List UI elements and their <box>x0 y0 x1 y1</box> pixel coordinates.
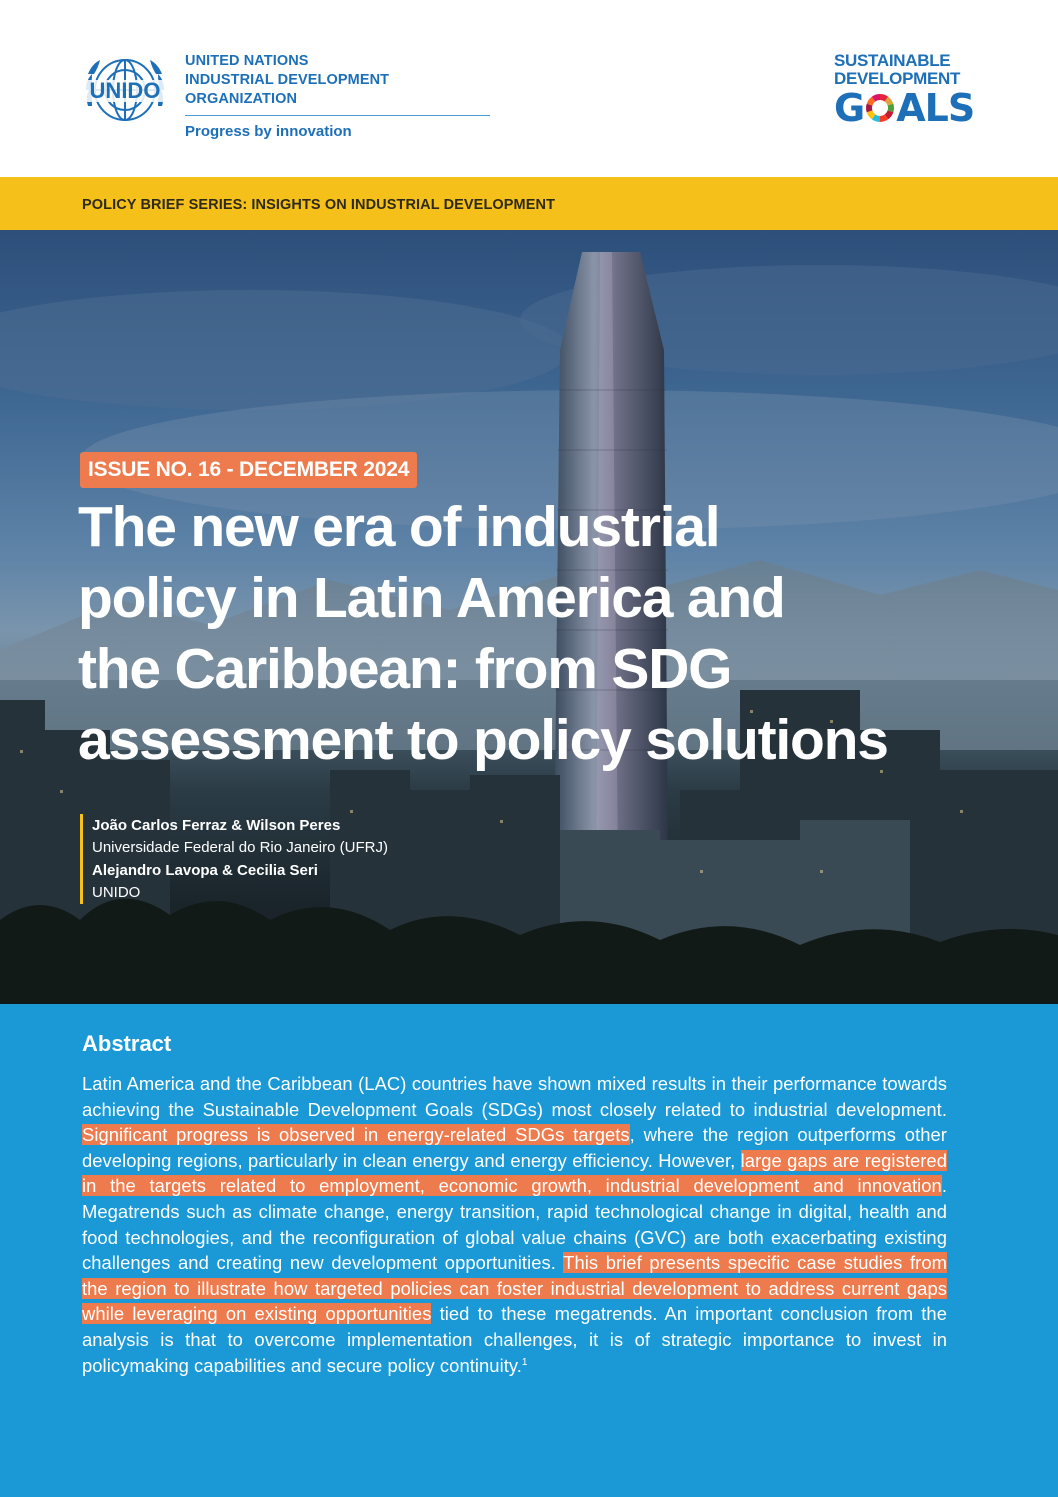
title-line: assessment to policy solutions <box>78 708 888 772</box>
author-affiliation: Universidade Federal do Rio Janeiro (UFRJ) <box>92 839 388 856</box>
sdg-goals-g: G <box>834 86 865 130</box>
abstract-highlight: This brief presents specific case studies from the region to illustrate how targeted policies can foster industrial development to address current gaps while leveraging on existing opportunities <box>82 1252 947 1325</box>
author-affiliation: UNIDO <box>92 884 141 901</box>
sdg-logo <box>834 52 976 128</box>
sdg-goals-word <box>834 88 976 128</box>
series-label: POLICY BRIEF SERIES: INSIGHTS ON INDUSTRIAL DEVELOPMENT <box>82 197 556 213</box>
page-header <box>0 0 1058 177</box>
author-names: João Carlos Ferraz & Wilson Peres <box>92 817 341 834</box>
sdg-line1: SUSTAINABLE <box>834 51 951 70</box>
abstract-text-segment: Latin America and the Caribbean (LAC) countries have shown mixed results in their performance towards achieving the Sustainable Development Goals (SDGs) most closely related to industrial development. <box>82 1073 947 1120</box>
abstract-text-segment: tied to these megatrends. An important conclusion from the analysis is that to overcome implementation challenges, it is of strategic importance to invest in policymaking capabilities and secure policy continuity. <box>82 1303 947 1376</box>
abstract-heading: Abstract <box>82 1031 172 1056</box>
abstract-highlight: large gaps are registered in the targets related to employment, economic growth, industrial development and innovation <box>82 1149 947 1197</box>
series-banner <box>0 177 1058 230</box>
hero-cover-image <box>0 230 1058 1004</box>
title-line: policy in Latin America and <box>78 566 785 630</box>
unido-logo-text: UNIDO <box>89 78 161 103</box>
org-name-line1: UNITED NATIONS <box>185 53 309 69</box>
unido-org-block <box>185 52 495 141</box>
abstract-text-segment: , where the region outperforms other developing regions, particularly in clean energy and energy efficiency. However, <box>82 1124 947 1171</box>
author-names: Alejandro Lavopa & Cecilia Seri <box>92 862 318 879</box>
org-name-line2: INDUSTRIAL DEVELOPMENT ORGANIZATION <box>185 72 390 107</box>
footnote-marker[interactable]: 1 <box>521 1356 528 1368</box>
document-title <box>78 492 1018 776</box>
title-line: the Caribbean: from SDG <box>78 637 732 701</box>
org-divider <box>185 115 490 116</box>
abstract-section <box>0 1004 1058 1497</box>
sdg-goals-rest: ALS <box>896 86 975 130</box>
org-tagline: Progress by innovation <box>185 123 352 140</box>
sdg-line2: DEVELOPMENT <box>834 69 961 88</box>
abstract-text-segment: . Megatrends such as climate change, energy transition, rapid technological change in digital, health and food technologies, and the reconfiguration of global value chains (GVC) are both exacerbating existing challenges and creating new development opportunities. <box>82 1175 947 1274</box>
title-line: The new era of industrial <box>78 495 720 559</box>
issue-badge: ISSUE NO. 16 - DECEMBER 2024 <box>80 452 417 488</box>
unido-emblem-logo <box>80 52 170 128</box>
abstract-highlight: Significant progress is observed in energy-related SDGs targets <box>82 1124 630 1146</box>
abstract-text <box>82 1071 947 1378</box>
authors-block <box>80 814 388 904</box>
sdg-color-wheel-icon <box>865 93 895 123</box>
